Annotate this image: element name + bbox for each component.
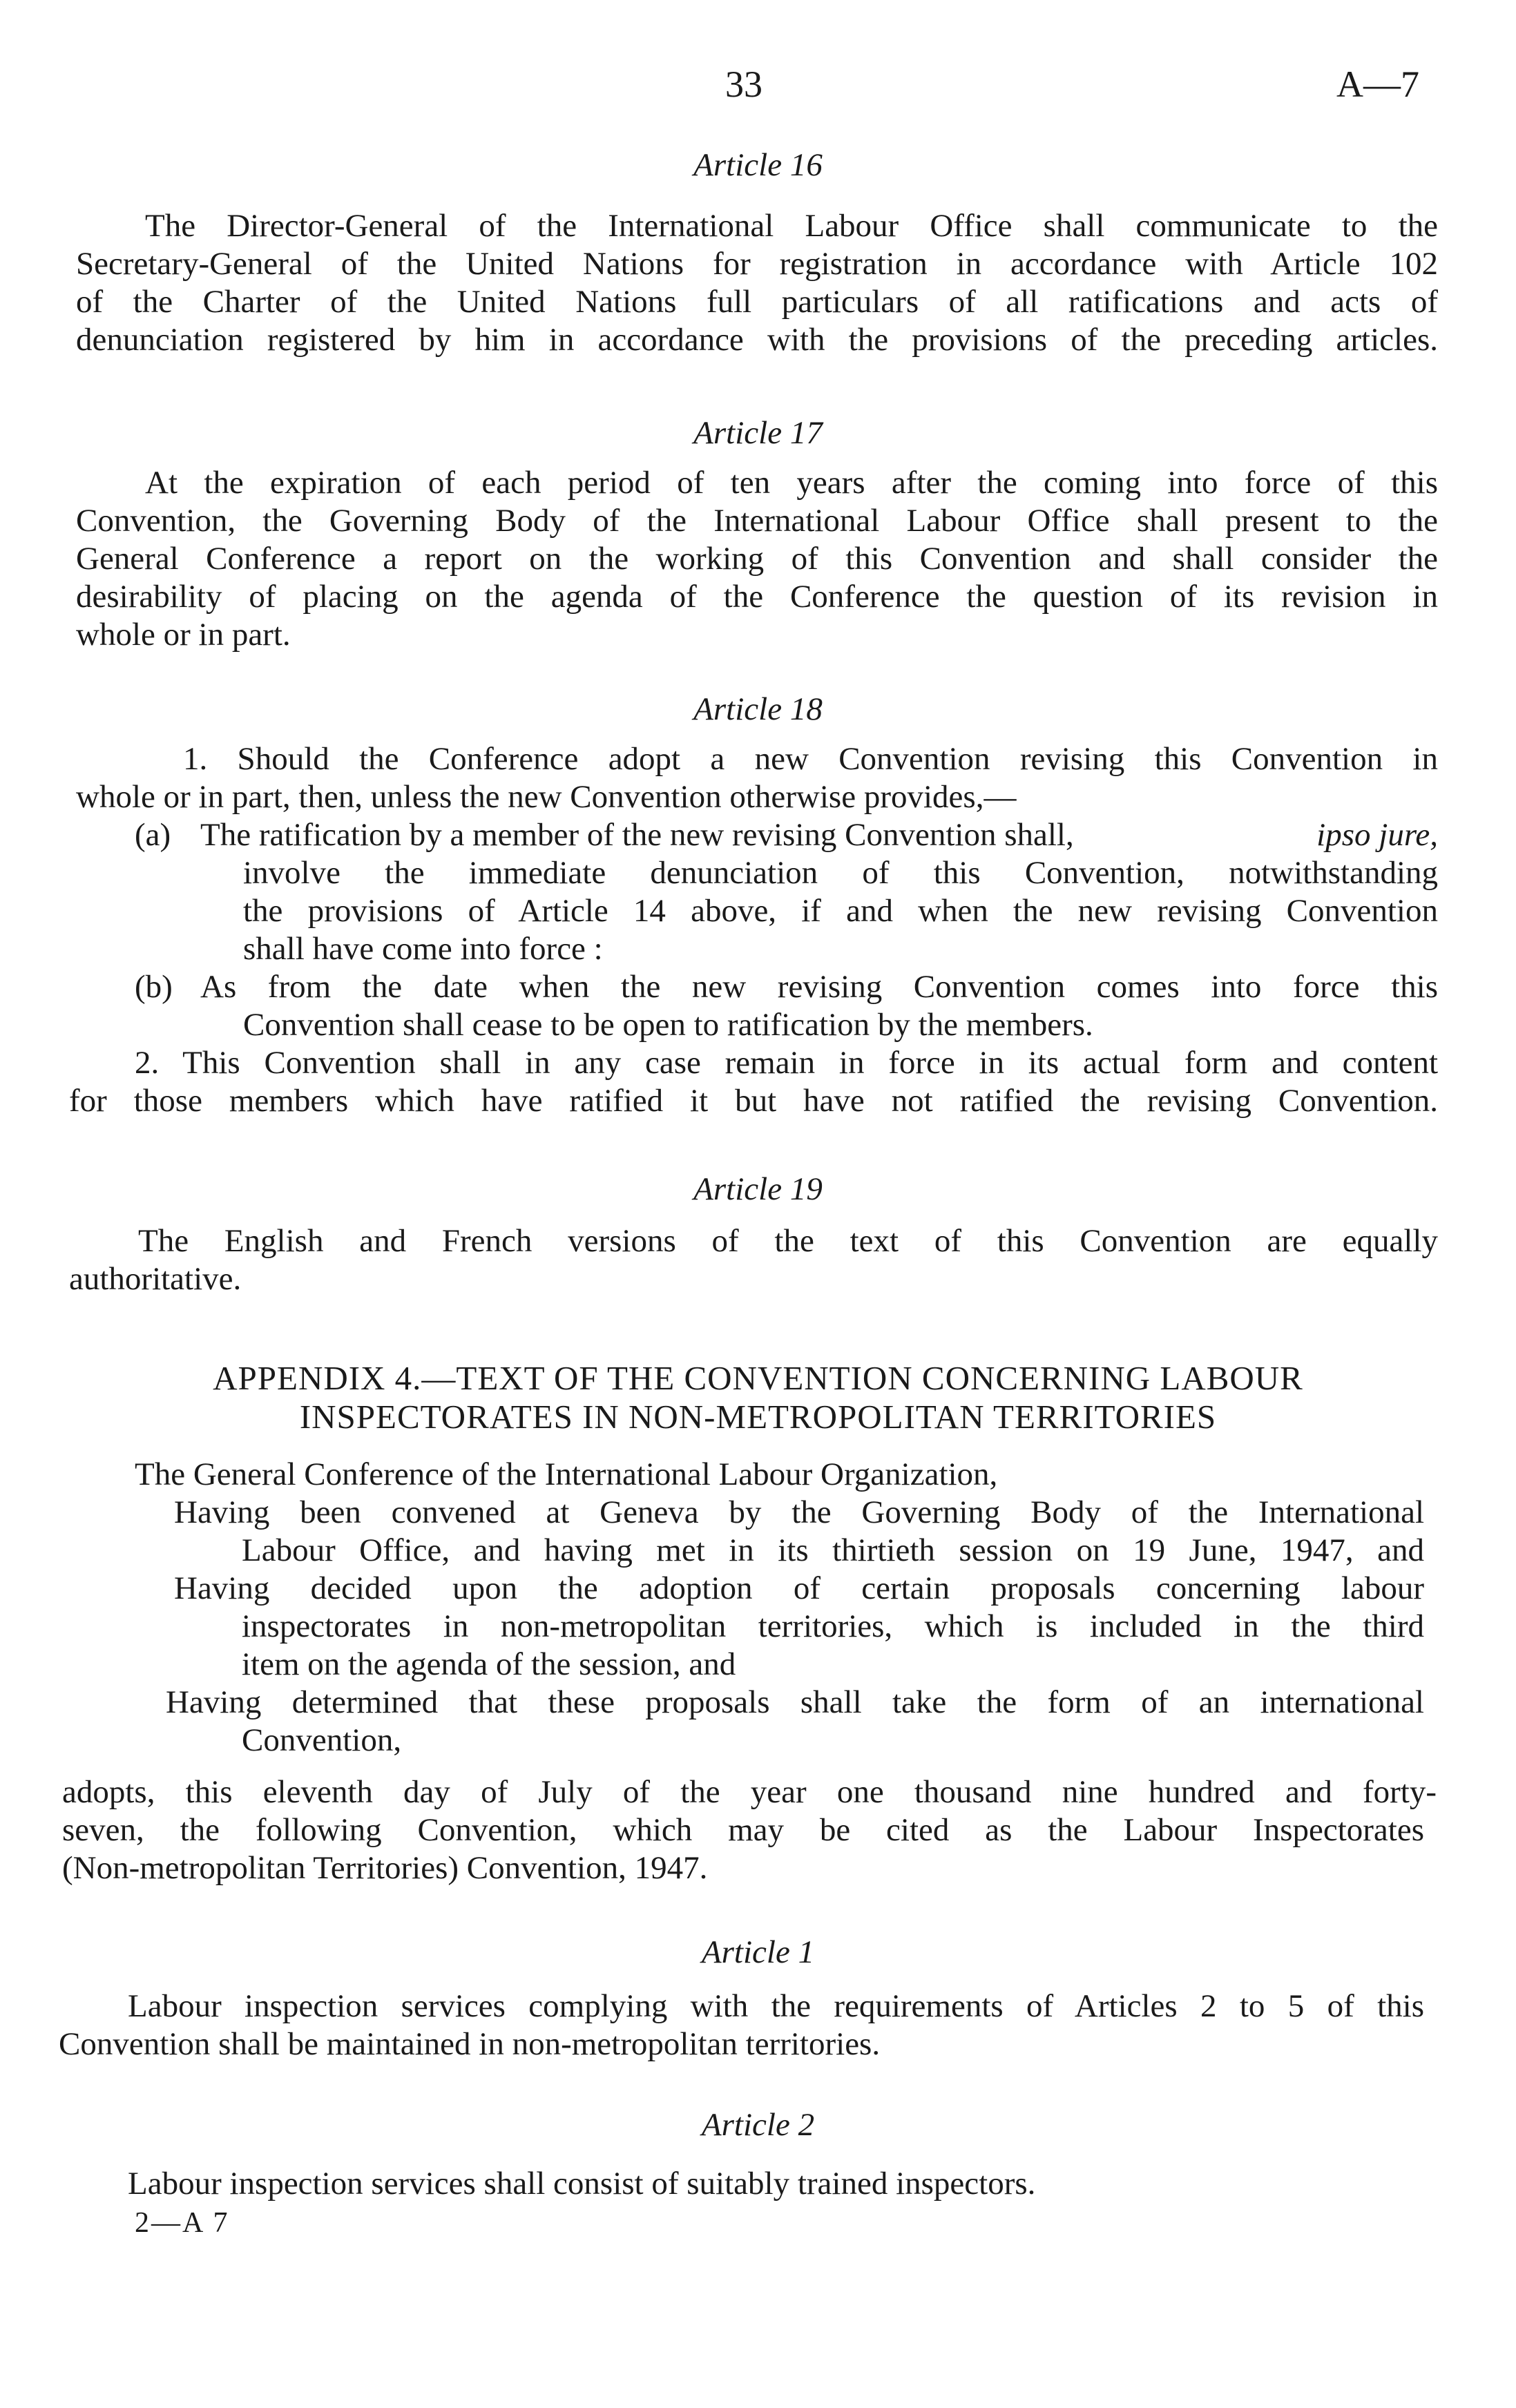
article-19-line-2: authoritative.: [69, 1261, 242, 1297]
article-18-p1-line-2: whole or in part, then, unless the new Convention otherwise provides,—: [76, 779, 1017, 815]
preamble-intro: The General Conference of the International Labour Organization,: [135, 1456, 998, 1492]
article-18-b-line-2: Convention shall cease to be open to ratification by the members.: [243, 1007, 1093, 1043]
having-2-line-2: inspectorates in non-metropolitan territories, which is included in the third: [242, 1608, 1424, 1644]
having-1-line-2: Labour Office, and having met in its thirtieth session on 19 June, 1947, and: [242, 1532, 1424, 1568]
adopts-line-3: (Non-metropolitan Territories) Convention, 1947.: [62, 1850, 708, 1886]
article-17-line-2: Convention, the Governing Body of the International Labour Office shall present to the: [76, 503, 1438, 539]
article-17-line-3: General Conference a report on the working of this Convention and shall consider the: [76, 541, 1438, 577]
having-2-line-1: Having decided upon the adoption of certain proposals concerning labour: [174, 1570, 1424, 1606]
article-16-title: Article 16: [693, 147, 823, 183]
appendix-article-1-line-2: Convention shall be maintained in non-metropolitan territories.: [59, 2026, 881, 2062]
article-18-title: Article 18: [693, 691, 823, 727]
appendix-heading-line-2: INSPECTORATES IN NON-METROPOLITAN TERRITORIES: [299, 1398, 1217, 1436]
article-19-title: Article 19: [693, 1171, 823, 1207]
having-1-line-1: Having been convened at Geneva by the Governing Body of the International: [174, 1494, 1424, 1530]
article-17-line-4: desirability of placing on the agenda of the Conference the question of its revision in: [76, 579, 1438, 615]
having-2-line-3: item on the agenda of the session, and: [242, 1646, 736, 1682]
appendix-article-1-title: Article 1: [701, 1934, 815, 1970]
article-18-b-label: (b): [135, 969, 173, 1005]
article-18-a-line-1-italic: ipso jure,: [1316, 817, 1438, 853]
article-16-line-3: of the Charter of the United Nations full particulars of all ratifications and acts of: [76, 284, 1438, 320]
article-17-line-5: whole or in part.: [76, 617, 291, 653]
article-18-a-line-3: the provisions of Article 14 above, if and when the new revising Convention: [243, 893, 1438, 929]
having-3-line-1: Having determined that these proposals shall take the form of an international: [166, 1684, 1424, 1720]
article-16-line-4: denunciation registered by him in accordance with the provisions of the preceding articles.: [76, 322, 1438, 358]
article-18-p2-line-1: 2. This Convention shall in any case remain in force in its actual form and content: [135, 1045, 1438, 1081]
article-17-title: Article 17: [693, 415, 823, 451]
appendix-article-2-line-1: Labour inspection services shall consist of suitably trained inspectors.: [128, 2166, 1036, 2202]
page-number: 33: [725, 64, 762, 105]
signature-mark: 2—A 7: [135, 2207, 230, 2239]
article-18-a-line-1: [200, 816, 1438, 854]
appendix-article-1-line-1: Labour inspection services complying with the requirements of Articles 2 to 5 of this: [128, 1988, 1424, 2024]
appendix-heading-line-1: APPENDIX 4.—TEXT OF THE CONVENTION CONCERNING LABOUR: [213, 1359, 1303, 1397]
appendix-article-2-title: Article 2: [701, 2107, 815, 2143]
adopts-line-1: adopts, this eleventh day of July of the year one thousand nine hundred and forty-: [62, 1774, 1437, 1810]
article-16-line-1: The Director-General of the International Labour Office shall communicate to the: [145, 208, 1438, 244]
article-16-line-2: Secretary-General of the United Nations for registration in accordance with Article 102: [76, 246, 1438, 282]
article-18-b-line-1: As from the date when the new revising Convention comes into force this: [200, 969, 1438, 1005]
article-18-p2-line-2: for those members which have ratified it but have not ratified the revising Convention.: [69, 1083, 1438, 1119]
article-18-a-label: (a): [135, 817, 171, 853]
article-18-a-line-1-text: The ratification by a member of the new revising Convention shall,: [200, 817, 1074, 853]
article-18-p1-line-1: 1. Should the Conference adopt a new Convention revising this Convention in: [183, 741, 1438, 777]
article-18-a-line-2: involve the immediate denunciation of this Convention, notwithstanding: [243, 855, 1438, 891]
page-reference: A—7: [1336, 64, 1419, 105]
article-17-line-1: At the expiration of each period of ten years after the coming into force of this: [145, 465, 1438, 501]
article-19-line-1: The English and French versions of the text of this Convention are equally: [138, 1223, 1438, 1259]
article-18-a-line-4: shall have come into force :: [243, 931, 603, 967]
having-3-line-2: Convention,: [242, 1722, 402, 1758]
adopts-line-2: seven, the following Convention, which may be cited as the Labour Inspectorates: [62, 1812, 1424, 1848]
